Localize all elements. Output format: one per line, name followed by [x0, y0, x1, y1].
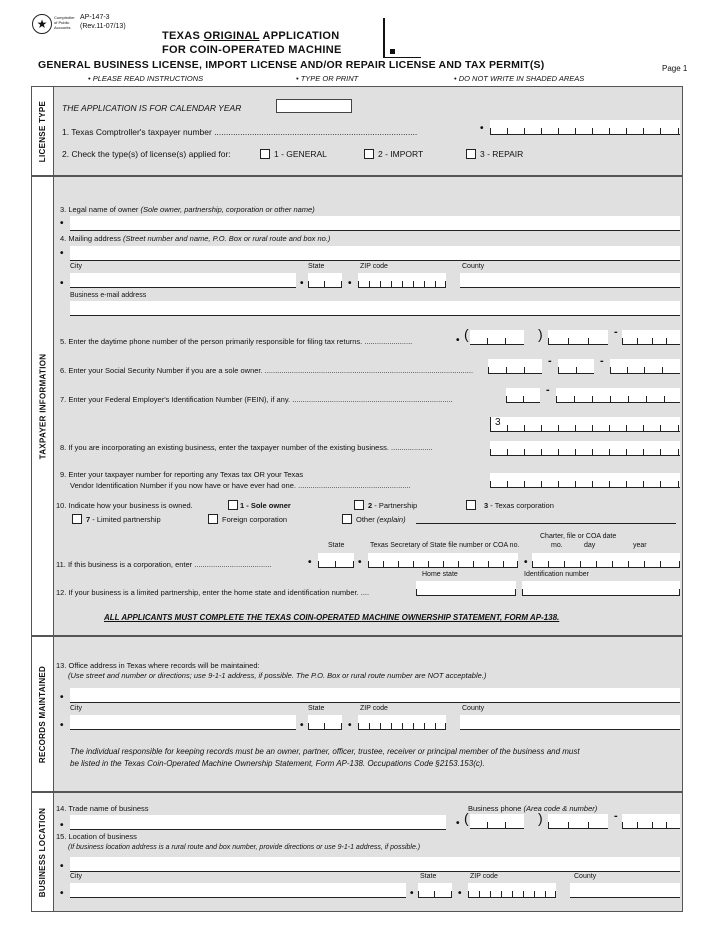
sole-owner-label: [240, 501, 291, 510]
sole-owner-checkbox[interactable]: [228, 500, 238, 510]
ownership-statement-notice: ALL APPLICANTS MUST COMPLETE THE TEXAS COIN-OPERATED MACHINE OWNERSHIP STATEMENT, FORM AP-138.: [104, 613, 560, 622]
business-state-input[interactable]: [418, 883, 452, 898]
taxpayer-info-label: TAXPAYER INFORMATION: [38, 353, 48, 459]
calendar-year-label: THE APPLICATION IS FOR CALENDAR YEAR: [62, 103, 242, 113]
owner-name-label-main: 3. Legal name of owner: [60, 205, 141, 214]
records-section: [31, 636, 683, 792]
business-phone-area-code[interactable]: [470, 814, 524, 829]
required-bullet: •: [458, 888, 462, 899]
records-note-line1: The individual responsible for keeping records must be an owner, partner, officer, trustee, receiver or principal member of the business and must: [70, 747, 580, 756]
records-address-label: 13. Office address in Texas where records will be maintained:: [56, 661, 260, 670]
sos-file-label: Texas Secretary of State file number or COA no.: [370, 542, 520, 549]
records-address-input[interactable]: [70, 688, 680, 703]
license-repair-checkbox[interactable]: [466, 149, 476, 159]
required-bullet: •: [410, 888, 414, 899]
phone-input[interactable]: [464, 328, 680, 345]
instruction-type: • TYPE OR PRINT: [296, 74, 359, 83]
paren-open: (: [464, 326, 469, 342]
license-import-label: 2 - IMPORT: [378, 149, 424, 159]
city-label: City: [70, 705, 83, 712]
texas-corporation-text: - Texas corporation: [488, 501, 554, 510]
fein-part2[interactable]: [556, 388, 680, 403]
title-suffix: APPLICATION: [259, 30, 340, 42]
phone-line[interactable]: [622, 330, 680, 345]
required-bullet: •: [60, 278, 64, 289]
required-bullet: •: [300, 278, 304, 289]
county-label: County: [462, 705, 485, 712]
zip-label: ZIP code: [360, 705, 388, 712]
page-number: Page 1: [662, 64, 688, 73]
dash: -: [546, 384, 550, 396]
required-bullet: •: [60, 720, 64, 731]
limited-partnership-id-label: 12. If your business is a limited partnership, enter the home state and identification number. ....: [56, 588, 370, 597]
mailing-state-input[interactable]: [308, 273, 342, 288]
fein-part1[interactable]: [506, 388, 540, 403]
fein-input[interactable]: [506, 386, 680, 403]
business-location-label: BUSINESS LOCATION: [38, 807, 48, 897]
ident-number-label: Identification number: [524, 571, 589, 578]
shaded-marker: [383, 18, 385, 58]
other-ownership-checkbox[interactable]: [342, 514, 352, 524]
required-bullet: •: [60, 861, 64, 872]
instruction-shaded: • DO NOT WRITE IN SHADED AREAS: [454, 74, 585, 83]
fein-label: 7. Enter your Federal Employer's Identification Number (FEIN), if any. .............................................................................: [60, 395, 453, 404]
trade-name-input[interactable]: [70, 815, 446, 830]
trade-name-label: 14. Trade name of business: [56, 804, 149, 813]
taxpayer-info-section: [31, 176, 683, 636]
limited-partnership-number: 7: [86, 515, 91, 524]
limited-partnership-label: [86, 515, 161, 524]
business-location-section: [31, 792, 683, 912]
instruction-read: • PLEASE READ INSTRUCTIONS: [88, 74, 204, 83]
home-state-label: Home state: [422, 571, 458, 578]
business-zip-input[interactable]: [468, 883, 556, 898]
form-title-line2: FOR COIN-OPERATED MACHINE: [162, 44, 342, 56]
license-type-label: LICENSE TYPE: [38, 100, 48, 162]
paren-open: (: [464, 810, 469, 826]
records-county-input[interactable]: [460, 715, 680, 730]
state-label: State: [420, 873, 437, 880]
license-types-label: 2. Check the type(s) of license(s) applied for:: [62, 149, 231, 159]
email-input[interactable]: [70, 301, 680, 316]
required-bullet: •: [348, 278, 352, 289]
foreign-corporation-label: Foreign corporation: [222, 515, 288, 524]
required-bullet: •: [358, 557, 362, 568]
county-label: County: [574, 873, 597, 880]
required-bullet: •: [524, 557, 528, 568]
ssn-input[interactable]: [488, 357, 680, 374]
state-label: State: [308, 705, 325, 712]
day-label: day: [584, 542, 596, 549]
other-ownership-label: [356, 515, 406, 524]
business-phone-prefix[interactable]: [548, 814, 608, 829]
owner-name-input[interactable]: [70, 216, 680, 231]
records-city-input[interactable]: [70, 715, 296, 730]
corporation-label: 11. If this business is a corporation, enter .....................................: [56, 560, 272, 569]
license-import-checkbox[interactable]: [364, 149, 374, 159]
email-label: Business e-mail address: [70, 292, 147, 299]
existing-taxpayer-prefill: 3: [495, 417, 501, 428]
charter-date-input[interactable]: [532, 553, 680, 568]
phone-prefix[interactable]: [548, 330, 608, 345]
mailing-address-label: [60, 234, 330, 243]
required-bullet: •: [348, 720, 352, 731]
mailing-county-input[interactable]: [460, 273, 680, 288]
phone-label: 5. Enter the daytime phone number of the person primarily responsible for filing tax returns. .......................: [60, 337, 413, 346]
business-location-label-q15: 15. Location of business: [56, 832, 137, 841]
required-bullet: •: [308, 557, 312, 568]
agency-logo-text: Comptroller of Public Accounts: [54, 15, 75, 30]
partnership-label: [368, 501, 417, 510]
charter-date-header: Charter, file or COA date: [540, 533, 617, 540]
title-prefix: TEXAS: [162, 30, 204, 42]
dash: -: [614, 326, 618, 338]
limited-partnership-text: - Limited partnership: [90, 515, 161, 524]
required-bullet: •: [60, 692, 64, 703]
license-type-section: [31, 86, 683, 176]
shaded-marker-line: [383, 57, 421, 58]
owner-name-label: [60, 205, 315, 214]
other-explain-input[interactable]: [416, 523, 676, 524]
dash: -: [548, 355, 552, 367]
dash: -: [600, 355, 604, 367]
lp-home-state-input[interactable]: [416, 581, 516, 596]
agency-logo: [32, 14, 52, 34]
mailing-address-label-main: 4. Mailing address: [60, 234, 123, 243]
city-label: City: [70, 263, 83, 270]
ssn-part3[interactable]: [610, 359, 680, 374]
texas-tax-number-input[interactable]: [490, 473, 680, 488]
ssn-part1[interactable]: [488, 359, 542, 374]
records-state-input[interactable]: [308, 715, 342, 730]
dash: -: [614, 810, 618, 822]
foreign-corporation-checkbox[interactable]: [208, 514, 218, 524]
records-note-line2: be listed in the Texas Coin-Operated Machine Ownership Statement, Form AP-138. Occupations Code §2153.153(c).: [70, 759, 485, 768]
mailing-zip-input[interactable]: [358, 273, 446, 288]
required-bullet: •: [60, 888, 64, 899]
taxpayer-number-input[interactable]: [490, 120, 680, 135]
records-address-hint: (Use street and number or directions; use 9-1-1 address, if possible. The P.O. Box or rural route number are NOT acceptable.): [68, 671, 487, 680]
required-bullet: •: [456, 818, 460, 829]
phone-area-code[interactable]: [470, 330, 524, 345]
business-phone-input[interactable]: [464, 812, 680, 829]
required-bullet: •: [60, 218, 64, 229]
texas-corporation-checkbox[interactable]: [466, 500, 476, 510]
texas-tax-number-label-2: Vendor Identification Number if you now have or have ever had one. ......................................................: [70, 481, 411, 490]
required-bullet: •: [60, 820, 64, 831]
business-phone-line[interactable]: [622, 814, 680, 829]
texas-corporation-number: 3: [484, 501, 489, 510]
other-explain-text: (explain): [376, 515, 406, 524]
business-phone-hint: (Area code & number): [523, 804, 598, 813]
sole-owner-text: 1 - Sole owner: [240, 501, 291, 510]
license-general-checkbox[interactable]: [260, 149, 270, 159]
year-label: year: [633, 542, 647, 549]
ssn-part2[interactable]: [558, 359, 594, 374]
existing-taxpayer-label: 8. If you are incorporating an existing business, enter the taxpayer number of the existing business. ....................: [60, 443, 433, 452]
form-title: [162, 30, 340, 42]
owner-name-label-hint: (Sole owner, partnership, corporation or other name): [140, 205, 315, 214]
required-bullet: •: [300, 720, 304, 731]
form-number: AP-147-3: [80, 14, 110, 21]
county-label: County: [462, 263, 485, 270]
partnership-checkbox[interactable]: [354, 500, 364, 510]
business-phone-text: Business phone: [468, 804, 524, 813]
state-label: State: [308, 263, 325, 270]
lp-ident-number-input[interactable]: [522, 581, 680, 596]
limited-partnership-checkbox[interactable]: [72, 514, 82, 524]
partnership-text: - Partnership: [372, 501, 418, 510]
records-label: RECORDS MAINTAINED: [38, 665, 48, 763]
mailing-address-input[interactable]: [70, 246, 680, 261]
license-general-label: 1 - GENERAL: [274, 149, 327, 159]
title-original: ORIGINAL: [203, 30, 260, 42]
zip-label: ZIP code: [470, 873, 498, 880]
zip-label: ZIP code: [360, 263, 388, 270]
license-repair-label: 3 - REPAIR: [480, 149, 524, 159]
taxpayer-number-label: 1. Texas Comptroller's taxpayer number ......................................................................................: [62, 127, 418, 137]
texas-tax-number-label: 9. Enter your taxpayer number for reporting any Texas tax OR your Texas: [60, 470, 304, 479]
records-zip-input[interactable]: [358, 715, 446, 730]
required-bullet: •: [456, 335, 460, 346]
corp-state-input[interactable]: [318, 553, 354, 568]
existing-taxpayer-number-input[interactable]: [490, 417, 680, 432]
paren-close: ): [538, 810, 543, 826]
existing-taxpayer-number-input-2[interactable]: [490, 441, 680, 456]
shaded-marker-square: [390, 49, 395, 54]
required-bullet: •: [60, 248, 64, 259]
business-location-input[interactable]: [70, 857, 680, 872]
business-location-hint: (If business location address is a rural route and box number, provide directions or use 9-1-1 address, if possible.): [68, 844, 421, 851]
month-label: mo.: [551, 542, 563, 549]
star-icon: ★: [36, 17, 48, 31]
texas-corporation-label: [484, 501, 554, 510]
calendar-year-input[interactable]: [276, 99, 352, 113]
mailing-address-label-hint: (Street number and name, P.O. Box or rural route and box no.): [122, 234, 331, 243]
paren-close: ): [538, 326, 543, 342]
mailing-city-input[interactable]: [70, 273, 296, 288]
form-revision: (Rev.11-07/13): [80, 23, 126, 30]
required-bullet: •: [480, 123, 484, 134]
ownership-label: 10. Indicate how your business is owned.: [56, 501, 193, 510]
business-city-input[interactable]: [70, 883, 406, 898]
sos-file-input[interactable]: [368, 553, 518, 568]
other-text: Other: [356, 515, 377, 524]
business-county-input[interactable]: [570, 883, 680, 898]
partnership-number: 2: [368, 501, 373, 510]
form-subtitle: GENERAL BUSINESS LICENSE, IMPORT LICENSE AND/OR REPAIR LICENSE AND TAX PERMIT(S): [38, 59, 545, 71]
ssn-label: 6. Enter your Social Security Number if you are a sole owner. ....................................................................................................: [60, 366, 474, 375]
city-label: City: [70, 873, 83, 880]
corp-state-label: State: [328, 542, 345, 549]
